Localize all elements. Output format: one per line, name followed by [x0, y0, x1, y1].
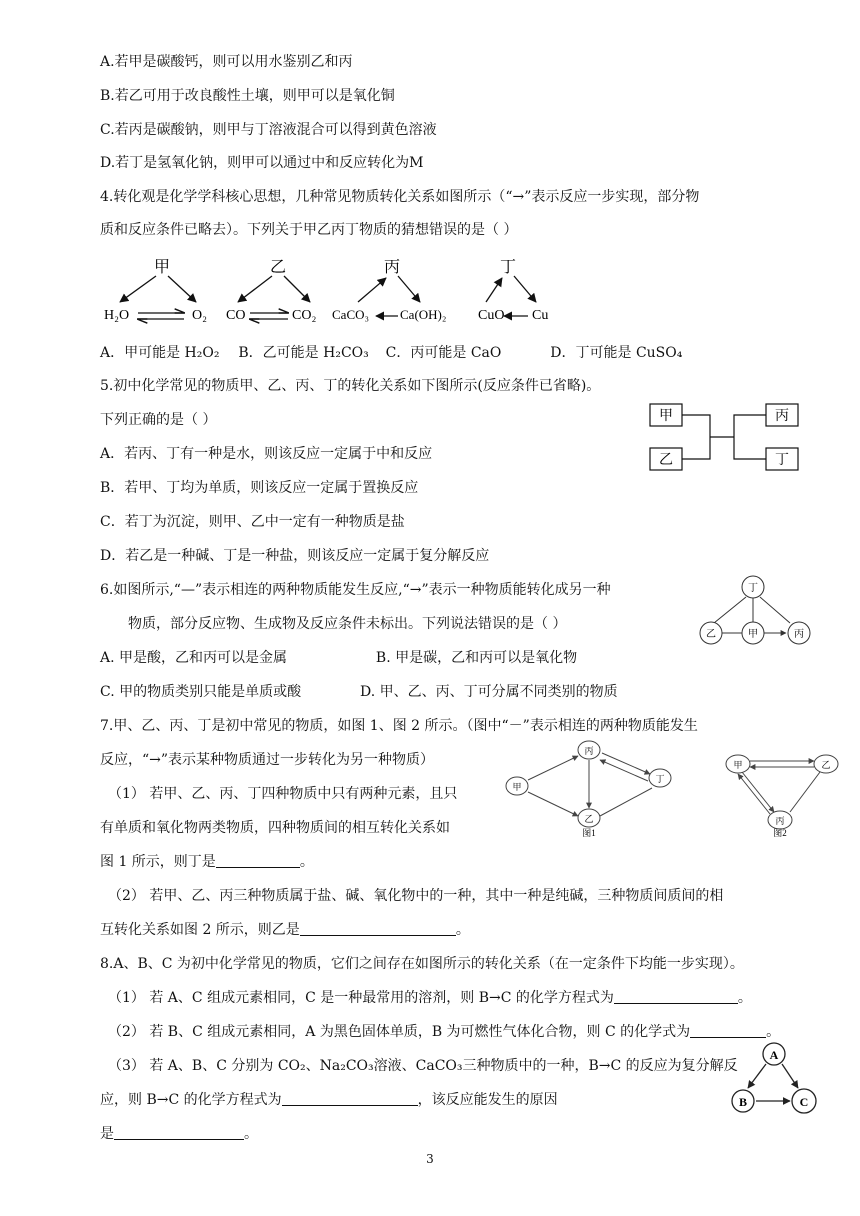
q3-option-c: C.若丙是碳酸钠，则甲与丁溶液混合可以得到黄色溶液	[100, 122, 437, 138]
q4-diagrams	[96, 252, 566, 332]
q4-bing-left: CaCO₃	[332, 307, 370, 322]
q7-part2-answer-blank[interactable]	[300, 921, 456, 936]
q4-jia-left: H₂O	[104, 308, 130, 323]
q8-part1-answer-blank[interactable]	[614, 989, 738, 1004]
q7-fig1-yi: 乙	[584, 814, 594, 824]
q6-option-d: D. 甲、乙、丙、丁可分属不同类别的物质	[360, 684, 618, 700]
q4-jia-top: 甲	[153, 259, 171, 276]
q5-option-a: A．若丙、丁有一种是水，则该反应一定属于中和反应	[100, 446, 433, 462]
q3-option-a: A.若甲是碳酸钙，则可以用水鉴别乙和丙	[100, 54, 353, 70]
q7-fig2-caption: 图2	[773, 828, 787, 838]
q8-part2-end: 。	[766, 1024, 781, 1040]
q4-diagram-ding	[478, 258, 548, 323]
q6-stem-line2: 物质，部分反应物、生成物及反应条件未标出。下列说法错误的是（ ）	[128, 616, 567, 632]
q6-diagram	[698, 574, 816, 650]
q5-box-ding: 丁	[775, 453, 789, 468]
q7-fig2-yi: 乙	[821, 760, 831, 770]
q8-part3-equation-blank[interactable]	[282, 1091, 418, 1106]
q8-stem: 8.A、B、C 为初中化学常见的物质，它们之间存在如图所示的转化关系（在一定条件下均能一步实现）。	[100, 956, 744, 972]
q4-yi-left: CO	[226, 308, 246, 323]
q7-figure2	[722, 752, 842, 838]
q5-box-jia: 甲	[659, 409, 673, 424]
q7-fig1-bing: 丙	[584, 746, 594, 756]
q8-part1	[108, 988, 752, 1008]
q4-diagram-yi	[226, 259, 316, 323]
q8-part3-line1: （3） 若 A、B、C 分别为 CO₂、Na₂CO₃溶液、CaCO₃三种物质中的一种，B→C 的反应为复分解反	[108, 1058, 738, 1074]
q6-option-c: C. 甲的物质类别只能是单质或酸	[100, 684, 302, 700]
q4-jia-right: O₂	[192, 308, 207, 323]
q3-option-b: B.若乙可用于改良酸性土壤，则甲可以是氧化铜	[100, 88, 395, 104]
q7-fig1-jia: 甲	[512, 782, 522, 792]
q4-option-a: A．甲可能是 H₂O₂	[100, 345, 220, 361]
q4-ding-left: CuO	[478, 308, 505, 323]
q7-fig2-bing: 丙	[775, 816, 785, 826]
q7-part1-text: 图 1 所示，则丁是	[100, 854, 216, 870]
q8-part3-end: 。	[244, 1126, 258, 1142]
q8-part3-text2: ，该反应能发生的原因	[417, 1092, 558, 1108]
q4-stem-line2: 质和反应条件已略去）。下列关于甲乙丙丁物质的猜想错误的是（ ）	[100, 222, 518, 238]
q6-option-a: A. 甲是酸，乙和丙可以是金属	[100, 650, 288, 666]
q5-diagram	[648, 400, 802, 474]
q7-part2-line1: （2） 若甲、乙、丙三种物质属于盐、碱、氧化物中的一种，其中一种是纯碱，三种物质间质间的相	[108, 888, 724, 904]
q8-part3-reason-blank[interactable]	[114, 1125, 244, 1140]
q8-part2-answer-blank[interactable]	[690, 1023, 766, 1038]
q4-yi-right: CO₂	[292, 308, 317, 323]
q4-bing-right: Ca(OH)₂	[400, 307, 447, 322]
q4-diagram-jia	[104, 258, 207, 323]
q8-part2-text: （2） 若 B、C 组成元素相同，A 为黑色固体单质，B 为可燃性气体化合物，则 C 的化学式为	[108, 1024, 691, 1040]
q8-node-a: A	[769, 1048, 779, 1062]
q8-part3-line2	[100, 1090, 558, 1110]
q4-option-c: C．丙可能是 CaO	[385, 345, 502, 361]
q4-ding-right: Cu	[532, 308, 549, 323]
q7-part1-end: 。	[299, 854, 314, 870]
q4-ding-top: 丁	[499, 259, 517, 276]
q6-node-jia: 甲	[748, 629, 758, 640]
q7-part1-line1: （1） 若甲、乙、丙、丁四种物质中只有两种元素，且只	[108, 786, 458, 802]
q6-options-row1	[100, 648, 577, 668]
q5-box-bing: 丙	[775, 409, 789, 424]
q7-part2-text: 互转化关系如图 2 所示，则乙是	[100, 922, 300, 938]
q7-fig1-ding: 丁	[655, 774, 665, 784]
q8-node-c: C	[799, 1095, 809, 1109]
q6-node-bing: 丙	[794, 629, 804, 640]
q5-stem-line2: 下列正确的是（ ）	[100, 412, 217, 428]
q7-fig2-jia: 甲	[733, 760, 743, 770]
q5-option-c: C．若丁为沉淀，则甲、乙中一定有一种物质是盐	[100, 514, 405, 530]
q8-part1-text: （1） 若 A、C 组成元素相同，C 是一种最常用的溶剂，则 B→C 的化学方程式为	[108, 990, 614, 1006]
q8-node-b: B	[738, 1095, 748, 1109]
q4-options	[100, 343, 682, 363]
q4-bing-top: 丙	[383, 259, 401, 276]
q8-part2	[108, 1022, 780, 1042]
q4-option-b: B．乙可能是 H₂CO₃	[238, 345, 369, 361]
q7-part2-line2	[100, 920, 470, 940]
q6-option-b: B. 甲是碳，乙和丙可以是氧化物	[375, 650, 578, 666]
q6-node-yi: 乙	[706, 629, 716, 640]
q3-option-d: D.若丁是氢氧化钠，则甲可以通过中和反应转化为M	[100, 155, 424, 171]
q4-option-d: D．丁可能是 CuSO₄	[550, 345, 683, 361]
q7-stem-line2: 反应，“→”表示某种物质通过一步转化为另一种物质）	[100, 752, 435, 768]
q7-part2-end: 。	[455, 922, 470, 938]
q5-box-yi: 乙	[659, 453, 673, 468]
q8-part3-text3: 是	[100, 1126, 114, 1142]
q8-part1-end: 。	[737, 990, 752, 1006]
q7-part1-line2: 有单质和氧化物两类物质，四种物质间的相互转化关系如	[100, 820, 450, 836]
q7-part1-answer-blank[interactable]	[216, 853, 300, 868]
q6-stem-line1: 6.如图所示,“—”表示相连的两种物质能发生反应,“→”表示一种物质能转化成另一种	[100, 582, 611, 598]
q5-stem-line1: 5.初中化学常见的物质甲、乙、丙、丁的转化关系如下图所示(反应条件已省略)。	[100, 378, 601, 394]
q8-part3-line3	[100, 1124, 258, 1144]
q8-diagram	[726, 1040, 824, 1118]
q5-option-b: B．若甲、丁均为单质，则该反应一定属于置换反应	[100, 480, 419, 496]
q5-option-d: D．若乙是一种碱、丁是一种盐，则该反应一定属于复分解反应	[100, 548, 490, 564]
page-number: 3	[426, 1152, 434, 1166]
q6-options-row2	[100, 682, 618, 702]
q7-stem-line1: 7.甲、乙、丙、丁是初中常见的物质，如图 1、图 2 所示。（图中“－”表示相连的两种物质能发生	[100, 718, 698, 734]
q6-node-ding: 丁	[748, 583, 758, 594]
q4-diagram-bing	[332, 258, 446, 322]
q7-fig1-caption: 图1	[582, 828, 596, 838]
q4-yi-top: 乙	[269, 259, 287, 276]
q4-stem-line1: 4.转化观是化学学科核心思想，几种常见物质转化关系如图所示（“→”表示反应一步实现，部分物	[100, 189, 700, 205]
q8-part3-text: 应，则 B→C 的化学方程式为	[100, 1092, 282, 1108]
q7-figure1	[504, 738, 680, 838]
q7-part1-line3	[100, 852, 314, 872]
